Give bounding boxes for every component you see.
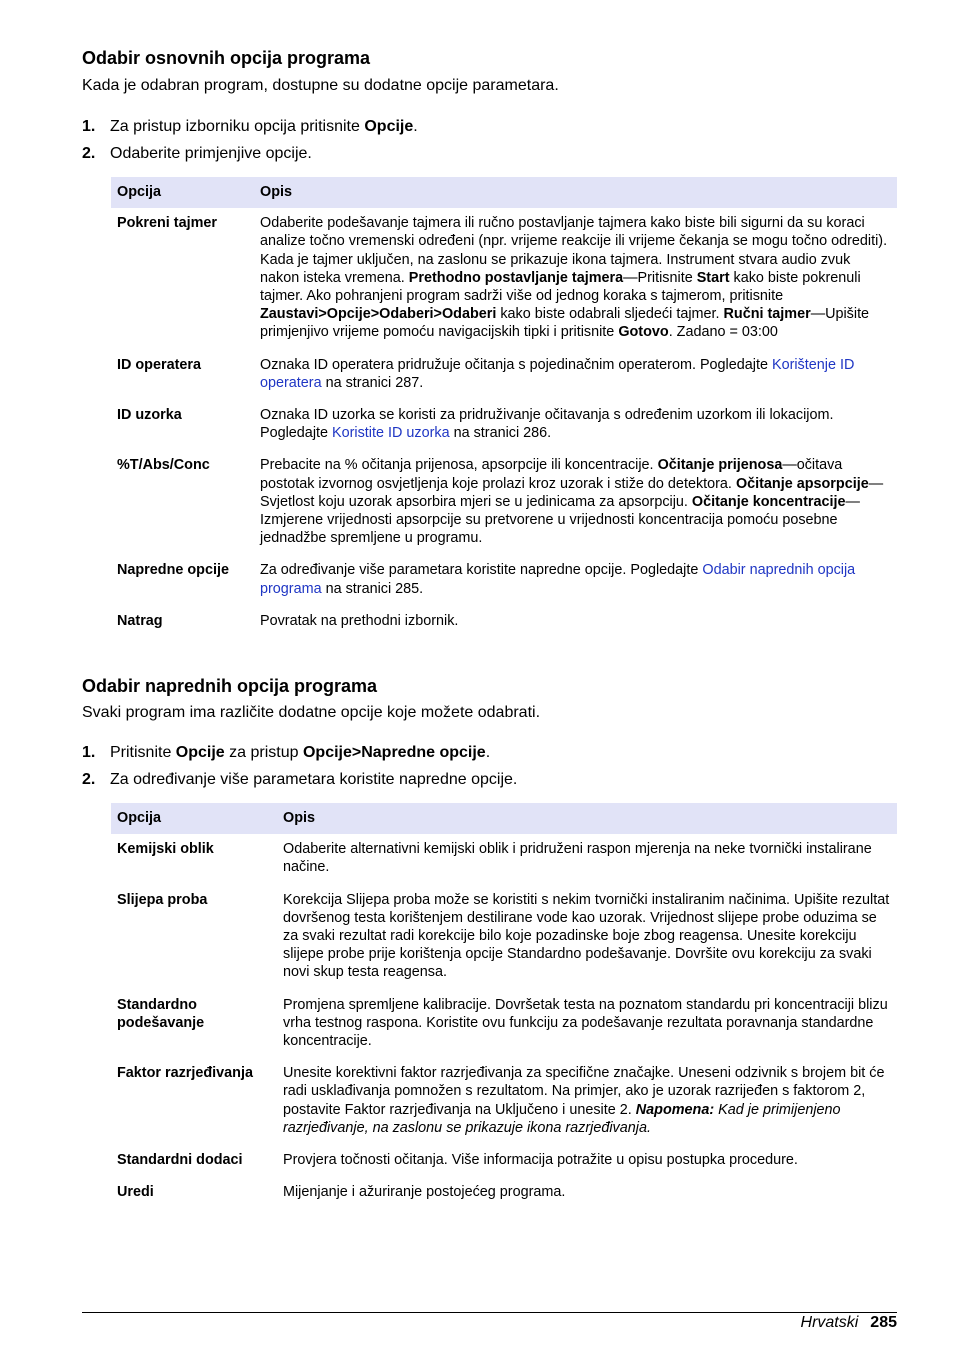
option-description: Povratak na prethodni izbornik.: [260, 612, 459, 629]
option-description: Oznaka ID uzorka se koristi za pridruživanje očitavanja s određenim uzorkom ili lokacijom. Pogledajte Koristite ID uzorka na stranici 286.: [260, 407, 834, 442]
option-name: Kemijski oblik: [117, 841, 214, 858]
table-row: [111, 834, 897, 884]
option-name: ID uzorka: [117, 407, 182, 424]
section2-title: Odabir naprednih opcija programa: [82, 676, 378, 696]
option-description: Mijenjanje i ažuriranje postojećeg programa.: [283, 1184, 566, 1201]
option-description: Unesite korektivni faktor razrjeđivanja za specifične značajke. Uneseni odzivnik s brojem bit će radi usklađivanja pomnožen s rezultatom. Na primjer, ako je uzorak razrijeđen s faktorom 2, postavite Faktor razrjeđivanja na Uključeno i unesite 2. Napomena: Kad je primijenjeno razrjeđivanje, na zaslonu se prikazuje ikona razrjeđivanja.: [283, 1065, 885, 1136]
footer-language: Hrvatski: [800, 1314, 859, 1331]
section1-step-2: 2. Odaberite primjenjive opcije.: [82, 145, 312, 162]
option-name: Slijepa proba: [117, 891, 208, 908]
header-option: Opcija: [111, 803, 277, 834]
note-text: Kad je primijenjeno razrjeđivanje, na zaslonu se prikazuje ikona razrjeđivanja.: [283, 1101, 841, 1136]
step-number: 1.: [82, 118, 96, 135]
link-operator-id[interactable]: Korištenje ID operatera: [260, 356, 855, 391]
option-description: Prebacite na % očitanja prijenosa, apsorpcije ili koncentracije. Očitanje prijenosa—očitava postotak izvornog osvjetljenja koje prolazi kroz uzorak i stiže do detektora. Očitanje apsorpcije—Svjetlost koju uzorak apsorbira mjeri se u jedinicama za apsorpciju. Očitanje koncentracije—Izmjerene vrijednosti apsorpcije su pretvorene u vrijednosti koncentracija pomoću posebne jednadžbe spremljene u programu.: [260, 457, 884, 547]
section2-step-2: 2. Za određivanje više parametara koristite napredne opcije.: [82, 771, 518, 788]
section1-steps: [82, 117, 418, 171]
link-sample-id[interactable]: Koristite ID uzorka: [332, 425, 450, 442]
table-row: [111, 1058, 897, 1145]
table-row: [111, 208, 897, 349]
note-label: Napomena:: [635, 1101, 715, 1118]
step-number: 2.: [82, 771, 96, 788]
page-footer: [801, 1313, 897, 1333]
option-description: Provjera točnosti očitanja. Više informacija potražite u opisu postupka procedure.: [283, 1152, 798, 1169]
header-description: Opis: [254, 177, 897, 208]
table-row: [111, 1177, 897, 1209]
header-description: Opis: [277, 803, 897, 834]
section1-title: Odabir osnovnih opcija programa: [82, 48, 371, 68]
page-number: 285: [870, 1314, 897, 1331]
section2-intro: Svaki program ima različite dodatne opcije koje možete odabrati.: [82, 704, 541, 721]
section2-options-table: [111, 803, 897, 1209]
option-name: Standardno podešavanje: [117, 996, 205, 1031]
option-description: Za određivanje više parametara koristite napredne opcije. Pogledajte Odabir naprednih opcija programa na stranici 285.: [260, 562, 856, 597]
section2-step-1: 1. Pritisnite Opcije za pristup Opcije>Napredne opcije.: [82, 744, 491, 761]
step-number: 2.: [82, 145, 96, 162]
section1-options-table: [111, 177, 897, 638]
step-number: 1.: [82, 744, 96, 761]
option-description: Korekcija Slijepa proba može se koristiti s nekim tvornički instaliranim načinima. Upišite rezultat dovršenog testa korištenjem destilirane vode kao uzorak. Vrijednost slijepe probe oduzima se za svaki rezultat radi korekcije bilo koje pozadinske boje zbog reagensa. Unesite korekciju slijepe probe prije korištenja opcije Standardno podešavanje. Dovršite ovu korekciju za svaki novi skup testa reagensa.: [283, 891, 890, 981]
section1-step-1: 1. Za pristup izborniku opcija pritisnite Opcije.: [82, 118, 418, 135]
table-row: [111, 885, 897, 990]
section2-steps: [82, 743, 517, 797]
table-row: [111, 450, 897, 555]
option-name: Pokreni tajmer: [117, 215, 217, 232]
option-name: Natrag: [117, 612, 163, 629]
table-row: [111, 990, 897, 1059]
option-name: Uredi: [117, 1184, 154, 1201]
table-header-row: [111, 803, 897, 834]
table-row: [111, 350, 897, 400]
table-header-row: [111, 177, 897, 208]
option-name: ID operatera: [117, 356, 201, 373]
option-name: Napredne opcije: [117, 562, 229, 579]
option-description: Promjena spremljene kalibracije. Dovršetak testa na poznatom standardu pri koncentraciji blizu vrha testnog raspona. Koristite ovu funkciju za podešavanje rezultata poravnanja standardne koncentracije.: [283, 996, 888, 1050]
table-row: [111, 606, 897, 638]
table-row: [111, 400, 897, 450]
footer-divider: [82, 1312, 897, 1313]
option-description: Odaberite podešavanje tajmera ili ručno postavljanje tajmera kako biste bili sigurni da su koraci analize točno vremenski određeni (npr. vrijeme reakcije ili vrijeme čekanja se mogu točno odrediti). Kada je tajmer uključen, na zaslonu se prikazuje ikona tajmera. Instrument stvara audio zvuk nakon isteka vremena. Prethodno postavljanje tajmera—Pritisnite Start kako biste pokrenuli tajmer. Ako pohranjeni program sadrži više od jednog koraka s tajmerom, pritisnite Zaustavi>Opcije>Odaberi>Odaberi kako biste odabrali sljedeći tajmer. Ručni tajmer—Upišite primjenjivo vrijeme pomoću navigacijskih tipki i pritisnite Gotovo. Zadano = 03:00: [260, 215, 888, 341]
table-row: [111, 555, 897, 605]
link-advanced-options[interactable]: Odabir naprednih opcija programa: [260, 562, 856, 597]
option-name: Standardni dodaci: [117, 1152, 243, 1169]
option-name: Faktor razrjeđivanja: [117, 1065, 253, 1082]
table-row: [111, 1145, 897, 1177]
option-name: %T/Abs/Conc: [117, 457, 210, 474]
header-option: Opcija: [111, 177, 254, 208]
option-description: Oznaka ID operatera pridružuje očitanja s pojedinačnim operaterom. Pogledajte Korištenje ID operatera na stranici 287.: [260, 356, 855, 391]
option-description: Odaberite alternativni kemijski oblik i pridruženi raspon mjerenja na neke tvornički instalirane načine.: [283, 841, 872, 876]
section1-intro: Kada je odabran program, dostupne su dodatne opcije parametara.: [82, 77, 559, 94]
